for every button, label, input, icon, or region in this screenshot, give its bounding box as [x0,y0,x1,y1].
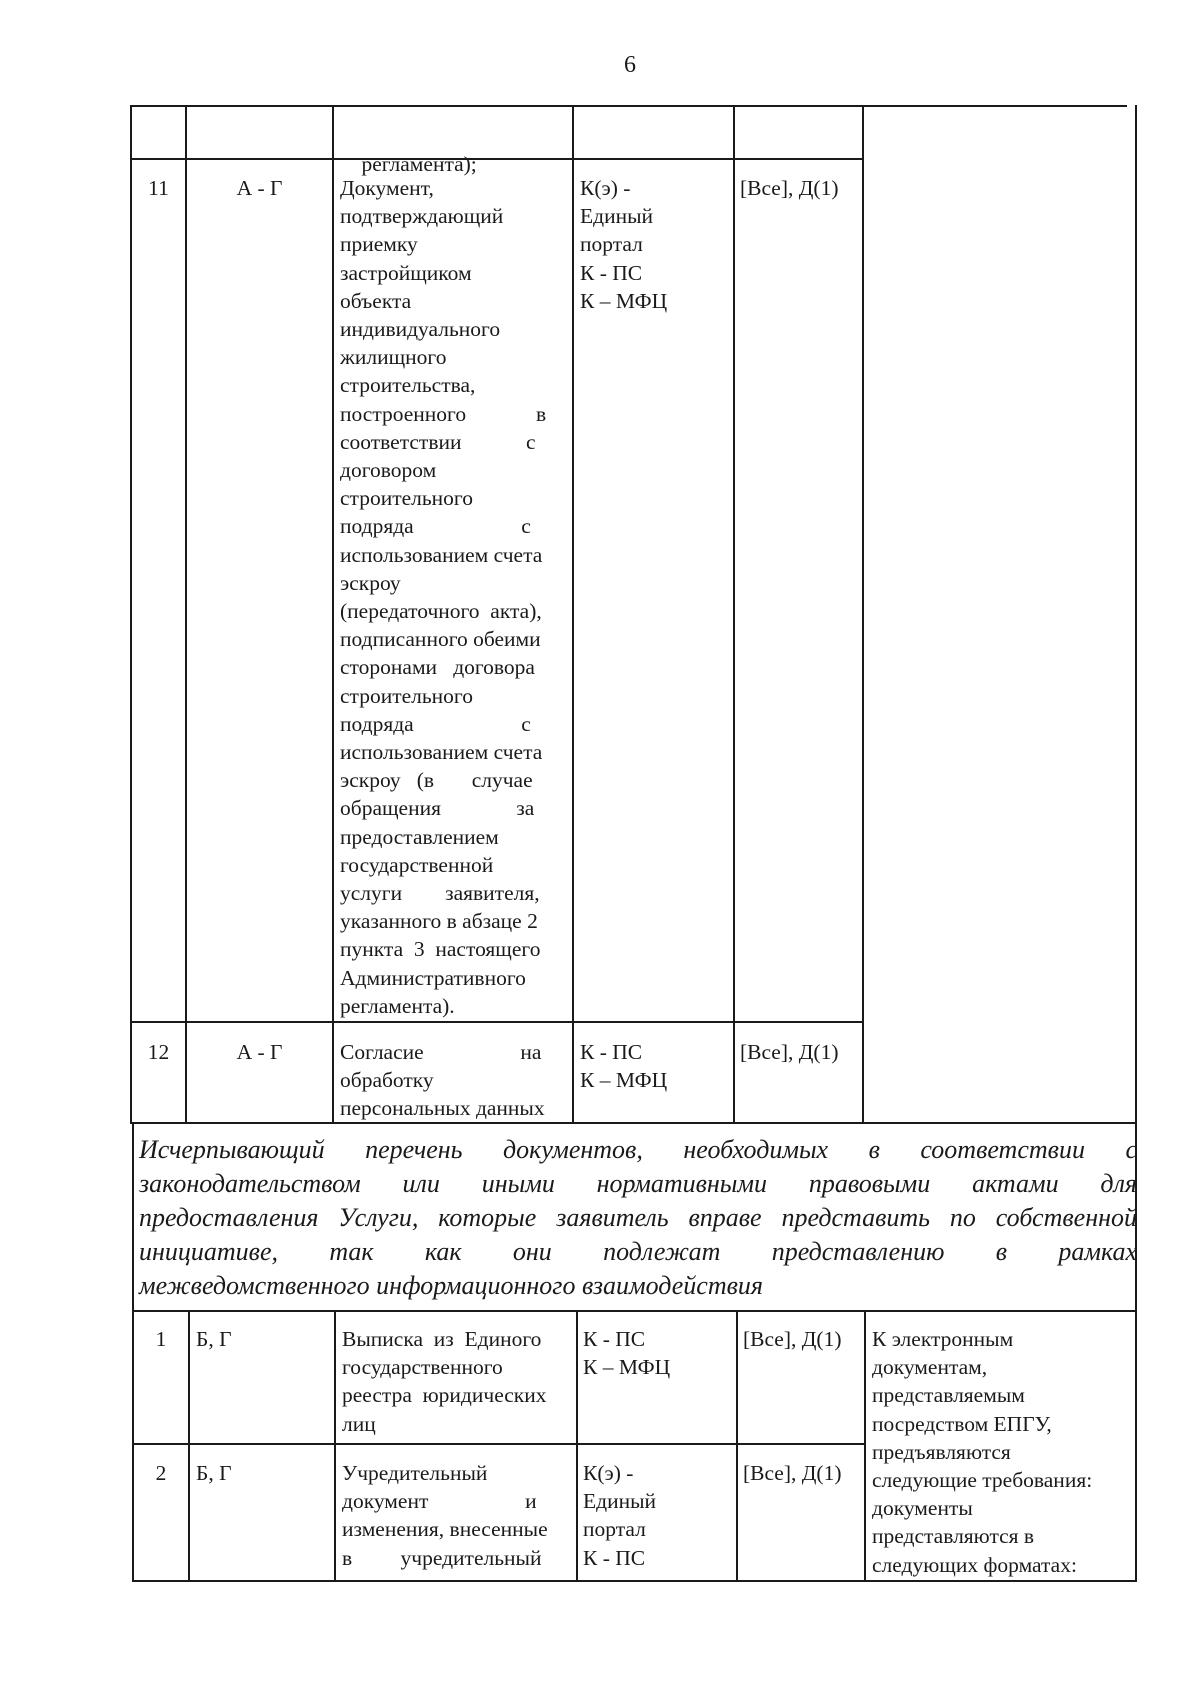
category-cell: А - Г [236,176,283,200]
table-bottom-border [132,1310,1137,1312]
document-cell: Согласие на обработку персональных данных [340,1040,545,1121]
table-bottom-divider [334,1310,336,1582]
table-top-divider [332,105,334,1124]
table-bottom-divider [132,1443,866,1445]
table-bottom-border [1135,1310,1137,1582]
table-top-divider [185,105,187,1124]
row-number: 2 [155,1461,167,1485]
table-bottom-divider [736,1310,738,1582]
row-number: 11 [148,176,169,200]
method-cell: К - ПС К – МФЦ [580,1040,668,1093]
table-top-border [1135,105,1137,1124]
table-top-divider [130,1021,864,1023]
document-cell: Выписка из Единого государственного реестра юридических лиц [342,1327,547,1436]
table-bottom-border [132,1580,1137,1582]
table-top-divider [862,105,864,1124]
table-top-divider [130,1122,1137,1124]
heading-line: Исчерпывающий перечень документов, необходимых в соответствии с [139,1135,1137,1164]
recipients-cell: [Все], Д(1) [740,1040,839,1064]
row-number: 12 [147,1040,170,1064]
category-cell: А - Г [236,1040,283,1064]
table-top-border [130,105,132,1124]
table-top-border [130,105,1127,107]
category-cell: Б, Г [196,1327,232,1351]
heading-line: межведомственного информационного взаимодействия [139,1271,763,1300]
section-border [132,1122,134,1312]
table-bottom-divider [576,1310,578,1582]
section-heading [139,1133,1137,1303]
heading-line: законодательством или иными нормативными правовыми актами для [139,1169,1137,1198]
recipients-cell: [Все], Д(1) [743,1327,842,1351]
table-bottom-divider [188,1310,190,1582]
page-number: 6 [624,52,636,78]
method-cell: К - ПС К – МФЦ [583,1327,671,1380]
table-bottom-divider [864,1310,866,1582]
document-cell: регламента); [361,152,477,177]
requirements-note: К электронным документам, представляемым посредством ЕПГУ, предъявляются следующие требования: документы представляются в следующих форматах: [872,1327,1093,1577]
table-top-divider [130,158,864,160]
heading-line: инициативе, так как они подлежат представлению в рамках [139,1237,1137,1266]
table-top-divider [733,105,735,1124]
document-cell: Документ, подтверждающий приемку застройщиком объекта индивидуального жилищного строительства, построенного в соответствии с договором строительного подряда с использованием счета эскроу (передаточного акта), подписанного обеими сторонами договора строительного подряда с использованием счета эскроу (в случае обращения за предоставлением государственной услуги заявителя, указанного в абзаце 2 пункта 3 настоящего Административного регламента). [340,176,547,1018]
row-number: 1 [155,1327,167,1351]
method-cell: К(э) - Единый портал К - ПС К – МФЦ [580,176,668,313]
document-cell: Учредительный документ и изменения, внесенные в учредительный [342,1461,548,1570]
recipients-cell: [Все], Д(1) [743,1461,842,1485]
table-top-divider [572,105,574,1124]
recipients-cell: [Все], Д(1) [740,176,839,200]
method-cell: К(э) - Единый портал К - ПС [583,1461,657,1570]
heading-line: предоставления Услуги, которые заявитель вправе представить по собственной [139,1203,1137,1232]
category-cell: Б, Г [196,1461,232,1485]
